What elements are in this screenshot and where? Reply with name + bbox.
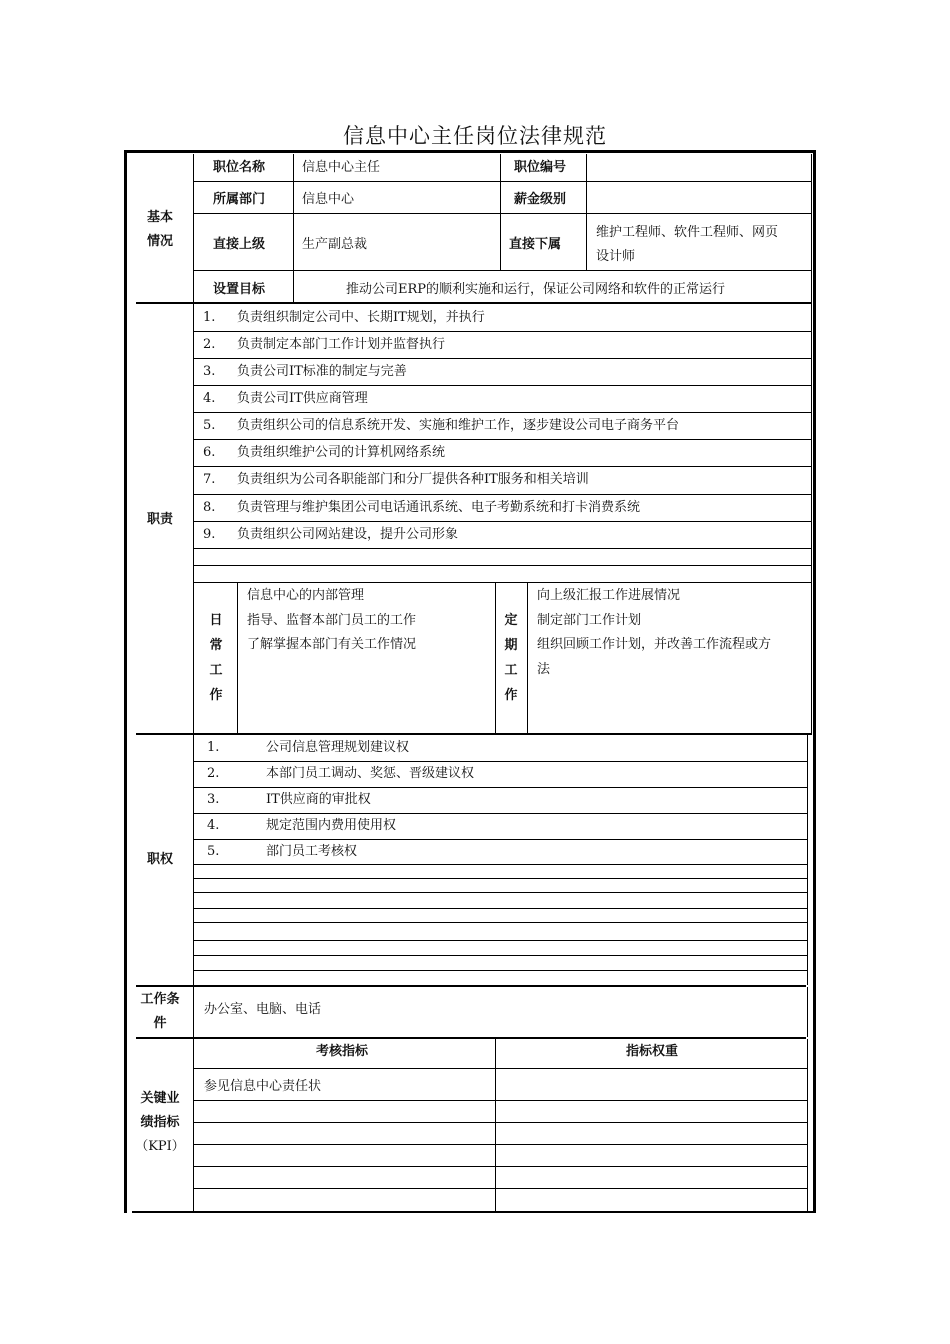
duty-number: 9. [203,527,216,542]
duty-text: 负责公司IT供应商管理 [237,391,368,406]
daily-work-item: 了解掌握本部门有关工作情况 [247,637,417,652]
divider [586,154,587,270]
divider [193,922,808,923]
divider [811,304,812,733]
kpi-col-indicator: 考核指标 [316,1044,369,1059]
duty-text: 负责公司IT标准的制定与完善 [237,364,407,379]
divider [136,1037,806,1039]
periodic-work-item: 组织回顾工作计划，并改善工作流程或方 [537,637,772,652]
divider [193,494,812,495]
divider [193,521,812,522]
duty-text: 负责组织为公司各职能部门和分厂提供各种IT服务和相关培训 [237,472,589,487]
authority-number: 4. [207,818,220,833]
periodic-work-label: 定 期 工 作 [504,613,518,703]
duty-text: 负责组织公司网站建设，提升公司形象 [237,527,459,542]
dept-value: 信息中心 [302,192,355,207]
divider [193,331,812,332]
superior-label: 直接上级 [213,237,266,252]
divider [193,970,808,971]
divider [293,154,294,302]
duty-text: 负责组织公司的信息系统开发、实施和维护工作，逐步建设公司电子商务平台 [237,418,680,433]
divider [193,1144,808,1145]
divider [193,270,812,271]
authority-text: 本部门员工调动、奖惩、晋级建议权 [266,766,475,781]
divider [193,1039,194,1211]
dept-label: 所属部门 [213,192,266,207]
divider [193,548,812,549]
authority-number: 1. [207,740,220,755]
divider [193,839,808,840]
divider [193,154,194,302]
duty-number: 2. [203,337,216,352]
divider [193,864,808,865]
goal-label: 设置目标 [213,282,266,297]
authority-text: IT供应商的审批权 [266,792,371,807]
kpi-col-weight: 指标权重 [626,1044,679,1059]
duty-text: 负责管理与维护集团公司电话通讯系统、电子考勤系统和打卡消费系统 [237,500,641,515]
divider [136,302,812,304]
divider [193,761,808,762]
duty-number: 3. [203,364,216,379]
subordinate-value-line1: 维护工程师、软件工程师、网页 [596,225,779,240]
authority-number: 5. [207,844,220,859]
kpi-indicator-cell: 参见信息中心责任状 [204,1079,322,1094]
periodic-work-list [537,584,771,682]
section-label-conditions: 工作条 件 [140,992,180,1031]
divider [193,304,194,733]
duty-text: 负责组织维护公司的计算机网络系统 [237,445,446,460]
divider [495,582,496,733]
authority-text: 部门员工考核权 [266,844,358,859]
daily-work-list [247,584,416,658]
divider [237,582,238,733]
divider [193,582,812,583]
duty-number: 7. [203,472,216,487]
divider [193,908,808,909]
divider [500,154,501,270]
divider [193,1122,808,1123]
divider [193,412,812,413]
duty-text: 负责制定本部门工作计划并监督执行 [237,337,446,352]
subordinate-value-line2: 设计师 [596,249,636,264]
periodic-work-item: 制定部门工作计划 [537,612,642,628]
divider [193,385,812,386]
divider [807,987,808,1037]
duty-number: 5. [203,418,216,433]
duty-text: 负责组织制定公司中、长期IT规划，并执行 [237,310,485,325]
divider [193,181,812,182]
divider [193,940,808,941]
divider [193,565,812,566]
section-label-kpi: 关键业 绩指标 （KPI） [135,1091,185,1154]
subordinate-label: 直接下属 [509,237,562,252]
divider [193,878,808,879]
divider [193,955,808,956]
superior-value: 生产副总裁 [302,237,368,252]
position-code-label: 职位编号 [514,160,567,175]
authority-number: 2. [207,766,220,781]
daily-work-item: 指导、监督本部门员工的工作 [247,612,417,628]
divider [136,733,812,735]
divider [193,735,194,985]
divider [807,735,808,985]
duty-number: 4. [203,391,216,406]
duty-number: 6. [203,445,216,460]
divider [193,787,808,788]
duty-number: 1. [203,310,216,325]
authority-number: 3. [207,792,220,807]
daily-work-item: 信息中心的内部管理 [247,588,365,603]
divider [193,213,812,214]
position-name-value: 信息中心主任 [302,160,381,175]
periodic-work-item: 法 [537,661,551,677]
section-label-duties: 职责 [146,512,173,527]
section-label-authority: 职权 [146,852,173,867]
page-title: 信息中心主任岗位法律规范 [343,124,607,148]
divider [193,892,808,893]
section-label-basic: 基本 情况 [146,210,173,249]
divider [193,1188,808,1189]
divider [193,1166,808,1167]
divider [193,987,194,1037]
divider [136,985,806,987]
duty-number: 8. [203,500,216,515]
divider [193,813,808,814]
divider [807,1039,808,1211]
divider [193,439,812,440]
daily-work-label: 日 常 工 作 [209,613,223,703]
divider [193,358,812,359]
divider [495,1039,496,1211]
divider [527,582,528,733]
position-name-label: 职位名称 [213,160,266,175]
divider [193,466,812,467]
authority-text: 公司信息管理规划建议权 [266,740,410,755]
conditions-value: 办公室、电脑、电话 [204,1002,322,1017]
divider [811,154,812,302]
divider [193,1068,808,1069]
salary-label: 薪金级别 [514,192,567,207]
goal-value: 推动公司ERP的顺利实施和运行，保证公司网络和软件的正常运行 [346,282,726,297]
periodic-work-item: 向上级汇报工作进展情况 [537,588,681,603]
authority-text: 规定范围内费用使用权 [266,818,397,833]
divider [132,1211,814,1213]
divider [193,1100,808,1101]
